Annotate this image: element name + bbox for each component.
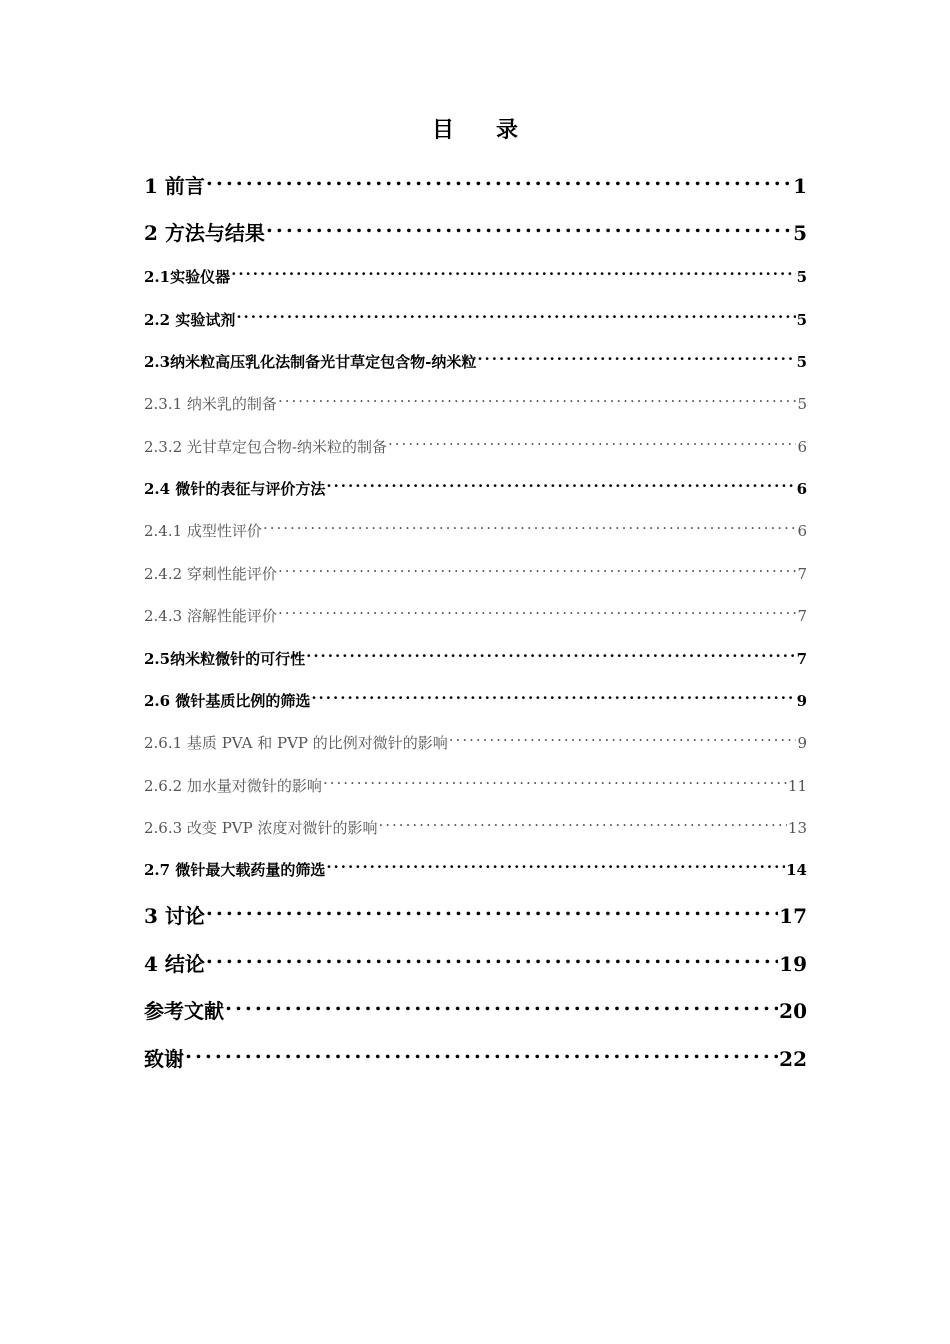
toc-entry[interactable]: [144, 893, 807, 928]
toc-entry-label: 2.1实验仪器: [144, 268, 231, 286]
toc-entry[interactable]: [144, 210, 807, 245]
toc-leader-dots: [225, 988, 778, 1018]
toc-entry-label: 3 讨论: [144, 904, 205, 928]
toc-leader-dots: [231, 258, 795, 282]
toc-entry-label: 1 前言: [144, 174, 205, 198]
toc-entry-page: 11: [787, 777, 807, 795]
toc-entry[interactable]: [144, 941, 807, 976]
toc-entry[interactable]: [144, 555, 807, 583]
toc-entry-label: 2 方法与结果: [144, 221, 265, 245]
toc-entry-page: 7: [797, 607, 807, 625]
toc-entry-label: 2.3纳米粒高压乳化法制备光甘草定包含物-纳米粒: [144, 353, 477, 371]
toc-title-char-2: 录: [496, 117, 519, 143]
toc-entry-page: 19: [779, 952, 807, 976]
toc-entry[interactable]: [144, 597, 807, 625]
toc-entry-label: 2.4 微针的表征与评价方法: [144, 480, 326, 498]
toc-leader-dots: [323, 767, 787, 791]
toc-leader-dots: [379, 809, 787, 833]
toc-entry-label: 2.4.2 穿刺性能评价: [144, 565, 277, 583]
toc-entry-page: 13: [787, 819, 807, 837]
toc-entry-label: 2.2 实验试剂: [144, 311, 236, 329]
toc-entry[interactable]: [144, 428, 807, 456]
toc-entry[interactable]: [144, 851, 807, 879]
toc-leader-dots: [206, 941, 778, 971]
toc-title-char-1: 目: [431, 117, 454, 143]
toc-leader-dots: [326, 470, 795, 494]
toc-leader-dots: [388, 428, 796, 452]
toc-entry-page: 5: [796, 311, 807, 329]
toc-entry-page: 14: [786, 861, 807, 879]
toc-entry[interactable]: [144, 1036, 807, 1071]
toc-entry-page: 22: [779, 1047, 807, 1071]
toc-entry-label: 2.4.3 溶解性能评价: [144, 607, 277, 625]
toc-leader-dots: [185, 1036, 778, 1066]
toc-entry-page: 20: [779, 999, 807, 1023]
toc-entry[interactable]: [144, 301, 807, 329]
toc-entry[interactable]: [144, 682, 807, 710]
toc-entry-label: 2.3.1 纳米乳的制备: [144, 395, 277, 413]
toc-entry-page: 9: [797, 734, 807, 752]
toc-leader-dots: [449, 724, 797, 748]
toc-entry-page: 7: [796, 650, 807, 668]
toc-leader-dots: [278, 555, 797, 579]
toc-entry-page: 7: [797, 565, 807, 583]
toc-leader-dots: [236, 301, 795, 325]
toc-entry-label: 4 结论: [144, 952, 205, 976]
toc-leader-dots: [263, 512, 797, 536]
toc-entry[interactable]: [144, 640, 807, 668]
toc-entry-page: 6: [797, 438, 807, 456]
toc-entry-page: 6: [796, 480, 807, 498]
toc-entry-page: 17: [779, 904, 807, 928]
toc-entry[interactable]: [144, 512, 807, 540]
toc-entry-label: 2.6 微针基质比例的筛选: [144, 692, 311, 710]
toc-entry-label: 2.7 微针最大载药量的筛选: [144, 861, 326, 879]
toc-entry-page: 1: [793, 174, 807, 198]
toc-entry-page: 5: [793, 221, 807, 245]
toc-leader-dots: [206, 893, 778, 923]
toc-entry[interactable]: [144, 809, 807, 837]
toc-entry[interactable]: [144, 988, 807, 1023]
toc-entry-label: 2.6.3 改变 PVP 浓度对微针的影响: [144, 819, 378, 837]
toc-entry-label: 2.6.1 基质 PVA 和 PVP 的比例对微针的影响: [144, 734, 448, 752]
toc-leader-dots: [477, 343, 795, 367]
toc-leader-dots: [206, 163, 792, 193]
toc-entry[interactable]: [144, 724, 807, 752]
toc-entry-label: 2.3.2 光甘草定包合物-纳米粒的制备: [144, 438, 388, 456]
toc-entry[interactable]: [144, 163, 807, 198]
toc-leader-dots: [326, 851, 785, 875]
toc-entry-page: 5: [796, 268, 807, 286]
toc-entry[interactable]: [144, 767, 807, 795]
toc-leader-dots: [266, 210, 792, 240]
toc-entry[interactable]: [144, 343, 807, 371]
toc-leader-dots: [311, 682, 795, 706]
toc-entry-label: 2.6.2 加水量对微针的影响: [144, 777, 322, 795]
toc-entry-page: 6: [797, 522, 807, 540]
toc-entry-label: 致谢: [144, 1047, 184, 1071]
toc-entry-page: 5: [796, 353, 807, 371]
toc-entry-label: 2.4.1 成型性评价: [144, 522, 262, 540]
toc-entry-page: 9: [796, 692, 807, 710]
toc-entry-label: 参考文献: [144, 999, 224, 1023]
toc-entry[interactable]: [144, 470, 807, 498]
toc-leader-dots: [278, 597, 797, 621]
toc-entry-page: 5: [797, 395, 807, 413]
toc-leader-dots: [306, 640, 795, 664]
toc-leader-dots: [278, 385, 797, 409]
toc-entry[interactable]: [144, 385, 807, 413]
toc-entry[interactable]: [144, 258, 807, 286]
toc-entry-label: 2.5纳米粒微针的可行性: [144, 650, 306, 668]
